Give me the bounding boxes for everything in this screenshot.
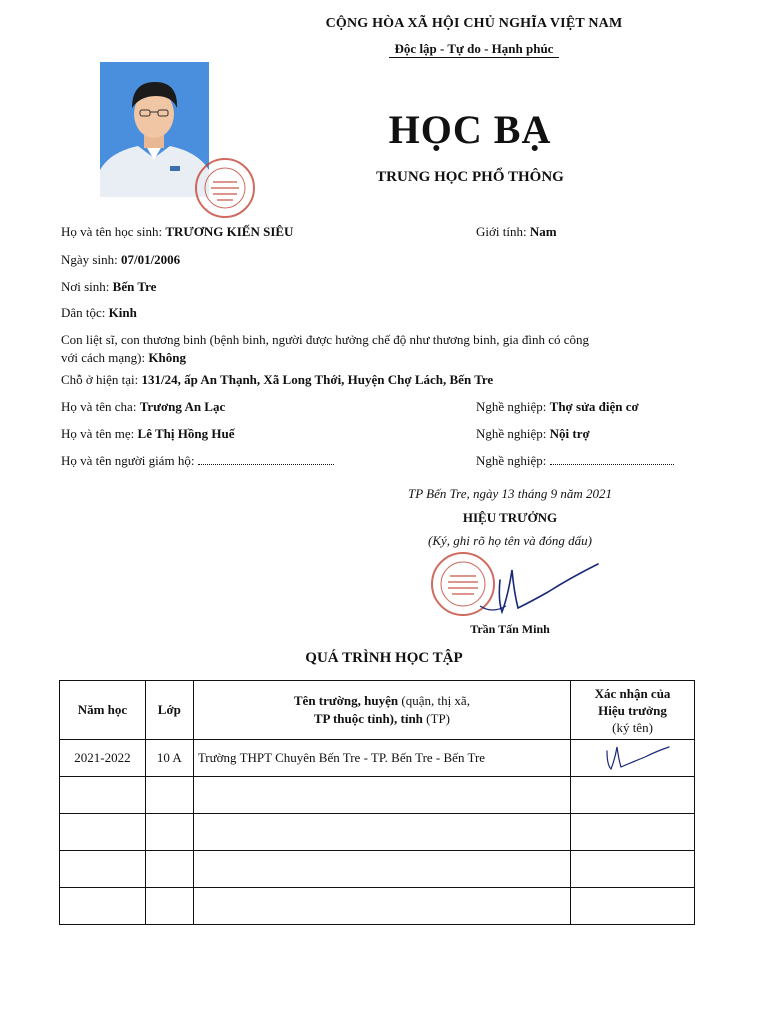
father-row (61, 399, 225, 415)
father-job-row (476, 399, 639, 415)
gender-label: Giới tính: (476, 224, 527, 239)
country-header: CỘNG HÒA XÃ HỘI CHỦ NGHĨA VIỆT NAM (325, 16, 623, 31)
col-school-header (193, 681, 570, 740)
col-school-thin2: (TP) (422, 711, 451, 726)
motto-text: Độc lập - Tự do - Hạnh phúc (389, 41, 560, 58)
row-signature-cell (571, 740, 695, 777)
place-date: TP Bến Tre, ngày 13 tháng 9 năm 2021 (407, 486, 613, 501)
address-row (61, 372, 493, 388)
student-name-label: Họ và tên học sinh: (61, 224, 163, 239)
martyr-label-line1: Con liệt sĩ, con thương binh (bệnh binh, người được hưởng chế độ như thương binh, gia đình có công (61, 332, 589, 347)
col-confirm-line1: Xác nhận của (594, 685, 671, 701)
row-school: Trường THPT Chuyên Bến Tre - TP. Bến Tre - Bến Tre (193, 740, 570, 777)
motto (0, 41, 768, 57)
mother-job-row (476, 426, 590, 442)
mother-row (61, 426, 234, 442)
row-class: 10 A (145, 740, 193, 777)
table-row (60, 851, 695, 888)
guardian-job-blank (550, 454, 674, 465)
guardian-job-label: Nghề nghiệp: (476, 453, 547, 468)
table-row (60, 814, 695, 851)
father-label: Họ và tên cha: (61, 399, 137, 414)
dob-row (61, 252, 180, 268)
mother-job-label: Nghề nghiệp: (476, 426, 547, 441)
school-stamp-icon (193, 156, 257, 220)
martyr-row (61, 331, 701, 367)
ethnicity-label: Dân tộc: (61, 305, 106, 320)
dob-label: Ngày sinh: (61, 252, 118, 267)
mother-value: Lê Thị Hồng Huế (137, 426, 235, 441)
birthplace-value: Bến Tre (112, 279, 157, 294)
guardian-row (61, 453, 334, 469)
guardian-label: Họ và tên người giám hộ: (61, 453, 195, 468)
address-value: 131/24, ấp An Thạnh, Xã Long Thới, Huyện Chợ Lách, Bến Tre (141, 372, 494, 387)
signature-instruction: (Ký, ghi rõ họ tên và đóng dấu) (428, 533, 592, 548)
principal-signature-icon (478, 556, 602, 618)
col-class-header: Lớp (145, 681, 193, 740)
guardian-blank (198, 454, 334, 465)
dob-value: 07/01/2006 (120, 252, 181, 267)
document-subtitle: TRUNG HỌC PHỔ THÔNG (376, 169, 564, 185)
student-name-row (61, 224, 293, 240)
row-signature-icon (603, 743, 673, 773)
document-title: HỌC BẠ (388, 107, 552, 152)
principal-role: HIỆU TRƯỞNG (462, 510, 558, 525)
father-job-label: Nghề nghiệp: (476, 399, 547, 414)
martyr-value: Không (148, 350, 186, 365)
gender-row (476, 224, 557, 240)
birthplace-row (61, 279, 156, 295)
martyr-label-line2: với cách mạng): (61, 350, 146, 365)
principal-name: Trần Tấn Minh (470, 622, 550, 636)
history-table (59, 680, 695, 925)
col-confirm-line2: Hiệu trưởng (598, 702, 667, 718)
col-confirm-header (571, 681, 695, 740)
gender-value: Nam (529, 224, 557, 239)
table-row (60, 740, 695, 777)
guardian-job-row (476, 453, 674, 469)
table-header-row (60, 681, 695, 740)
table-row (60, 888, 695, 925)
col-confirm-line3: (ký tên) (612, 719, 653, 735)
mother-job-value: Nội trợ (549, 426, 590, 441)
father-job-value: Thợ sửa điện cơ (549, 399, 639, 414)
col-school-thin1: (quận, thị xã, (398, 693, 470, 708)
col-school-bold1: Tên trường, huyện (293, 693, 399, 708)
history-title: QUÁ TRÌNH HỌC TẬP (305, 650, 463, 666)
ethnicity-value: Kinh (108, 305, 137, 320)
ethnicity-row (61, 305, 137, 321)
table-row (60, 777, 695, 814)
col-school-bold2: TP thuộc tỉnh), tỉnh (313, 711, 423, 726)
col-year-header: Năm học (60, 681, 146, 740)
mother-label: Họ và tên mẹ: (61, 426, 135, 441)
address-label: Chỗ ở hiện tại: (61, 372, 139, 387)
martyr-line2 (61, 349, 701, 367)
father-value: Trương An Lạc (139, 399, 226, 414)
row-year: 2021-2022 (60, 740, 146, 777)
birthplace-label: Nơi sinh: (61, 279, 110, 294)
student-name: TRƯƠNG KIẾN SIÊU (165, 224, 294, 239)
